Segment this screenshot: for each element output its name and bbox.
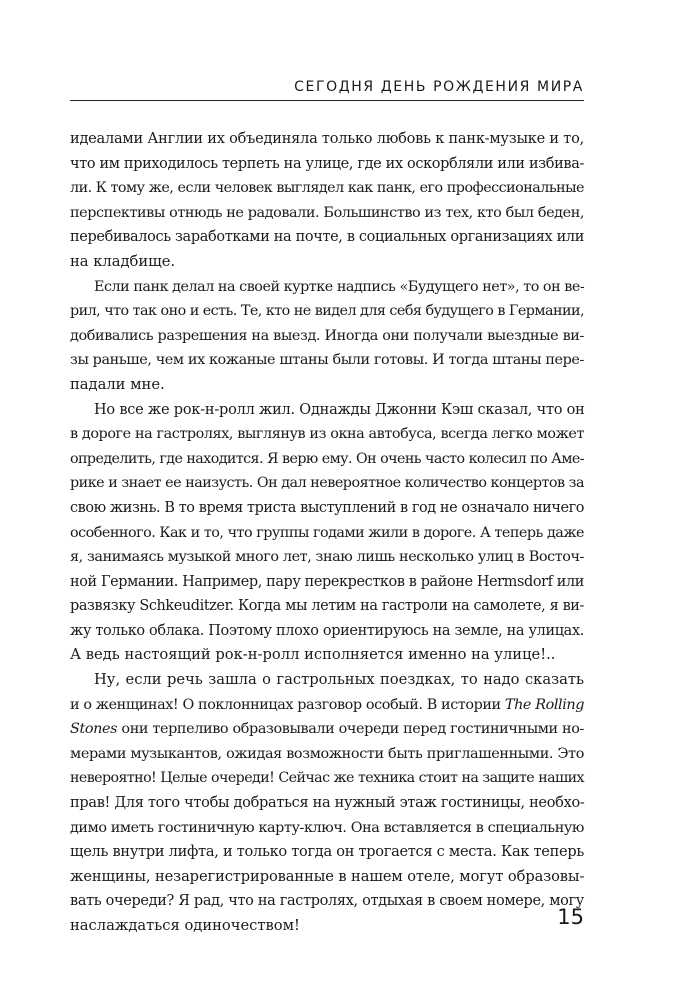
text-line: невероятно! Целые очереди! Сейчас же техника стоит на защите наших [70,770,584,787]
text-line: Если панк делал на своей куртке надпись «Будущего нет», то он ве- [94,278,585,295]
text-line: свою жизнь. В то время триста выступлений в год не означало ничего [70,499,584,516]
text-line: развязку Schkeuditzer. Когда мы летим на гастроли на самолете, я ви- [70,598,584,615]
paragraph-3 [70,398,584,669]
paragraph-1 [70,127,584,275]
text-line: идеалами Англии их объединяла только любовь к панк-музыке и то, [70,131,584,147]
band-name-italic: Stones [70,721,118,738]
text-line: наслаждаться одиночеством! [70,917,300,934]
paragraph-4 [70,668,584,939]
text-line: перспективы отнюдь не радовали. Большинство из тех, кто был беден, [70,204,584,221]
text-line: мерами музыкантов, ожидая возможности быть приглашенными. Это [70,745,584,762]
text-segment: они терпеливо образовывали очереди перед гостиничными но- [117,721,584,738]
text-line: А ведь настоящий рок-н-ролл исполняется именно на улице!.. [70,646,556,664]
page-number: 15 [557,905,584,929]
text-line: определить, где находится. Я верю ему. Он очень часто колесил по Аме- [70,450,584,467]
header-rule [70,100,584,101]
text-line: димо иметь гостиничную карту-ключ. Она вставляется в специальную [70,819,584,836]
text-line: падали мне. [70,375,165,393]
text-line: рил, что так оно и есть. Те, кто не видел для себя будущего в Германии, [70,303,584,320]
text-line: ли. К тому же, если человек выглядел как панк, его профессиональные [70,180,584,197]
text-line: жу только облака. Поэтому плохо ориентируюсь на земле, на улицах. [70,622,584,639]
text-line: Но все же рок-н-ролл жил. Однажды Джонни Кэш сказал, что он [94,401,585,418]
text-line: Ну, если речь зашла о гастрольных поездках, то надо сказать [94,671,584,689]
text-line-mixed [70,693,584,718]
text-line: что им приходилось терпеть на улице, где их оскорбляли или избива- [70,155,584,172]
text-line: я, занимаясь музыкой много лет, знаю лишь несколько улиц в Восточ- [70,549,584,566]
body-text [70,127,584,939]
text-line: в дороге на гастролях, выглянув из окна автобуса, всегда легко может [70,426,584,443]
text-line: на кладбище. [70,252,176,270]
text-line: прав! Для того чтобы добраться на нужный этаж гостиницы, необхо- [70,795,585,812]
running-header: СЕГОДНЯ ДЕНЬ РОЖДЕНИЯ МИРА [294,79,584,95]
text-line: женщины, незарегистрированные в нашем отеле, могут образовы- [70,867,585,885]
text-segment: и о женщинах! О поклонницах разговор особый. В истории [70,696,501,713]
band-name-italic: The Rolling [504,696,584,713]
text-line: зы раньше, чем их кожаные штаны были готовы. И тогда штаны пере- [70,352,584,369]
paragraph-2 [70,275,584,398]
text-line: особенного. Как и то, что группы годами жили в дороге. А теперь даже [70,524,584,541]
text-line: перебивалось заработками на почте, в социальных организациях или [70,229,584,246]
text-line-mixed [70,717,584,742]
text-line: добивались разрешения на выезд. Иногда они получали выездные ви- [70,327,584,344]
text-line: вать очереди? Я рад, что на гастролях, отдыхая в своем номере, могу [70,893,584,910]
text-line: ной Германии. Например, пару перекрестков в районе Hermsdorf или [70,573,584,590]
text-line: рике и знает ее наизусть. Он дал невероятное количество концертов за [70,475,584,492]
text-line: щель внутри лифта, и только тогда он трогается с места. Как теперь [70,844,584,861]
